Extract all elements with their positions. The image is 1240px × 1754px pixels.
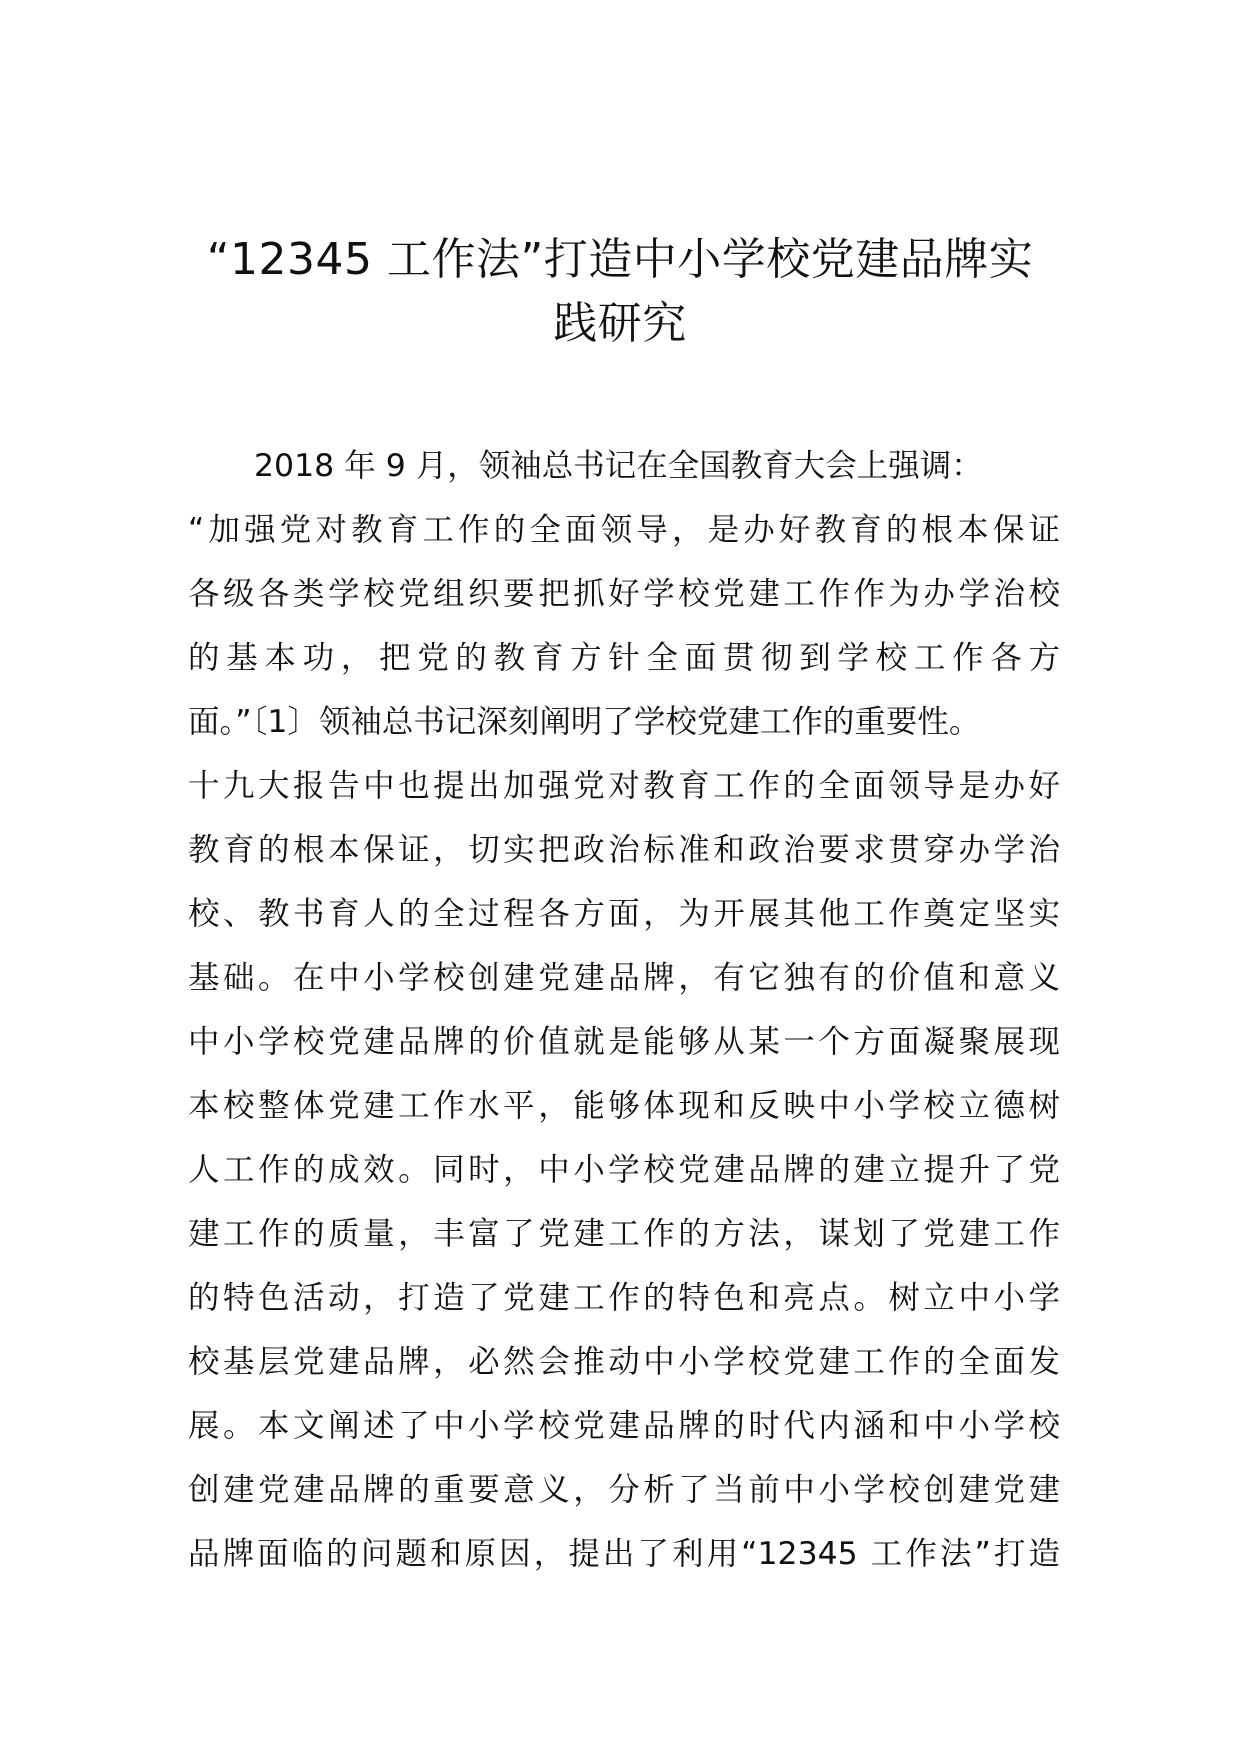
body-line: 2018 年 9 月，领袖总书记在全国教育大会上强调： xyxy=(254,448,983,484)
body-line: 基础。在中小学校创建党建品牌，有它独有的价值和意义 xyxy=(188,960,1060,996)
body-line: 教育的根本保证，切实把政治标准和政治要求贯穿办学治 xyxy=(188,832,1060,868)
title-line: 践研究 xyxy=(553,298,687,349)
body-line: 各级各类学校党组织要把抓好学校党建工作作为办学治校 xyxy=(188,576,1060,612)
document-body xyxy=(188,434,1060,1586)
body-line: 中小学校党建品牌的价值就是能够从某一个方面凝聚展现 xyxy=(188,1024,1060,1060)
body-line: 十九大报告中也提出加强党对教育工作的全面领导是办好 xyxy=(188,768,1060,804)
body-line: 人工作的成效。同时，中小学校党建品牌的建立提升了党 xyxy=(188,1152,1060,1188)
title-line: “12345 工作法”打造中小学校党建品牌实 xyxy=(206,234,1034,285)
body-line: 面。”〔1〕领袖总书记深刻阐明了学校党建工作的重要性。 xyxy=(188,704,981,740)
body-line: 创建党建品牌的重要意义，分析了当前中小学校创建党建 xyxy=(188,1472,1060,1508)
body-line: 展。本文阐述了中小学校党建品牌的时代内涵和中小学校 xyxy=(188,1408,1060,1444)
body-line: 品牌面临的问题和原因，提出了利用“12345 工作法”打造 xyxy=(188,1536,1060,1572)
body-line: “加强党对教育工作的全面领导，是办好教育的根本保证 xyxy=(188,512,1060,548)
body-line: 的基本功，把党的教育方针全面贯彻到学校工作各方 xyxy=(188,640,1060,676)
body-line: 建工作的质量，丰富了党建工作的方法，谋划了党建工作 xyxy=(188,1216,1060,1252)
body-line: 校基层党建品牌，必然会推动中小学校党建工作的全面发 xyxy=(188,1344,1060,1380)
body-line: 校、教书育人的全过程各方面，为开展其他工作奠定坚实 xyxy=(188,896,1060,932)
body-line: 本校整体党建工作水平，能够体现和反映中小学校立德树 xyxy=(188,1088,1060,1124)
body-line: 的特色活动，打造了党建工作的特色和亮点。树立中小学 xyxy=(188,1280,1060,1316)
document-title xyxy=(180,228,1060,356)
